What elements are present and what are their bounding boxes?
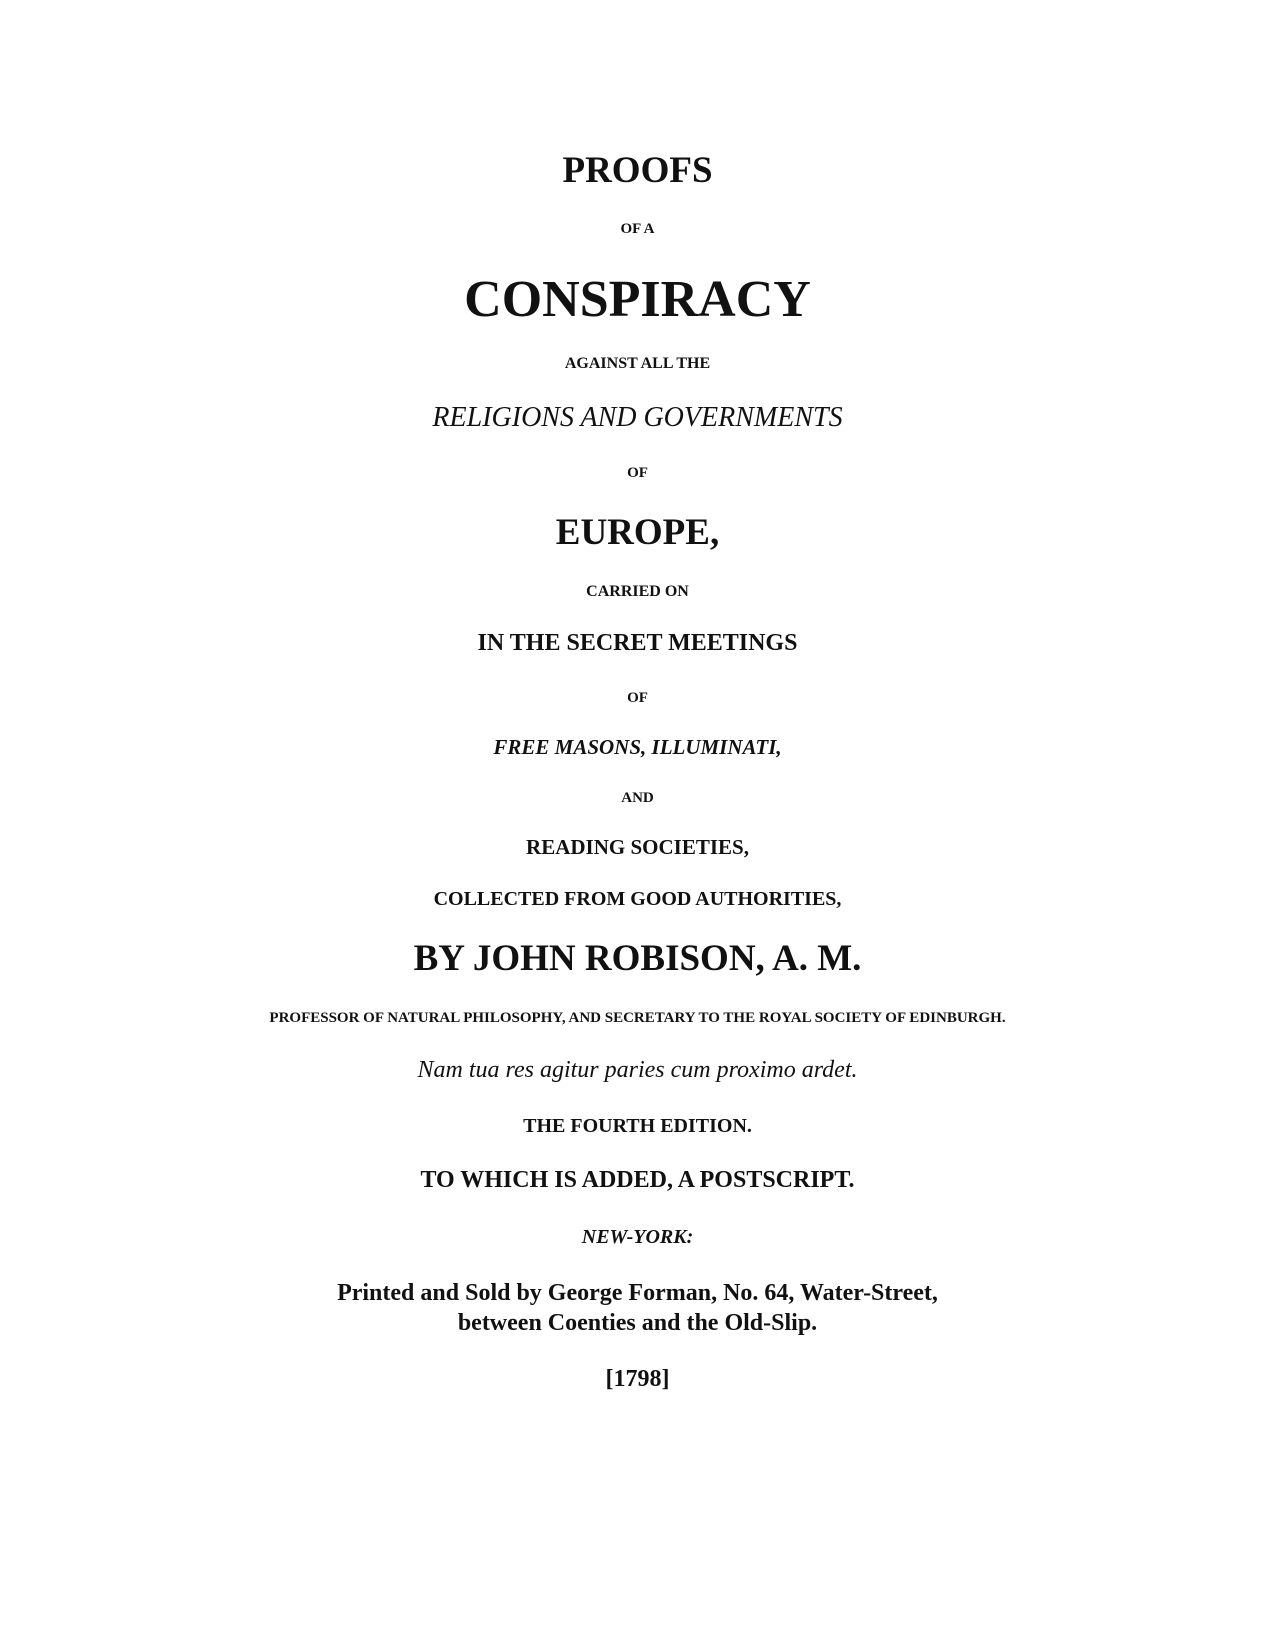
title-printer-line-2: between Coenties and the Old-Slip.	[457, 1310, 818, 1336]
title-of-1: OF	[627, 465, 648, 481]
title-free-masons: FREE MASONS, ILLUMINATI,	[493, 735, 782, 759]
title-religions-and-governments: RELIGIONS AND GOVERNMENTS	[432, 402, 843, 433]
title-proofs: PROOFS	[562, 150, 713, 191]
title-place: NEW-YORK:	[581, 1226, 694, 1248]
title-motto: Nam tua res agitur paries cum proximo ardet.	[417, 1057, 858, 1083]
title-against-all-the: AGAINST ALL THE	[564, 355, 711, 372]
title-collected: COLLECTED FROM GOOD AUTHORITIES,	[433, 888, 842, 910]
title-printer-line-1: Printed and Sold by George Forman, No. 64, Water-Street,	[337, 1280, 938, 1306]
title-europe: EUROPE,	[555, 512, 720, 553]
title-of-a: OF A	[620, 221, 655, 237]
title-and: AND	[621, 790, 654, 806]
title-of-2: OF	[627, 690, 648, 706]
title-date: [1798]	[605, 1366, 670, 1392]
title-reading-societies: READING SOCIETIES,	[526, 835, 749, 859]
title-edition: THE FOURTH EDITION.	[523, 1115, 752, 1137]
title-carried-on: CARRIED ON	[586, 583, 689, 600]
title-secret-meetings: IN THE SECRET MEETINGS	[477, 630, 798, 656]
title-author: BY JOHN ROBISON, A. M.	[413, 938, 862, 979]
title-professor: PROFESSOR OF NATURAL PHILOSOPHY, AND SECRETARY TO THE ROYAL SOCIETY OF EDINBURGH.	[269, 1010, 1006, 1026]
title-conspiracy: CONSPIRACY	[464, 271, 811, 328]
title-postscript: TO WHICH IS ADDED, A POSTSCRIPT.	[420, 1167, 855, 1193]
